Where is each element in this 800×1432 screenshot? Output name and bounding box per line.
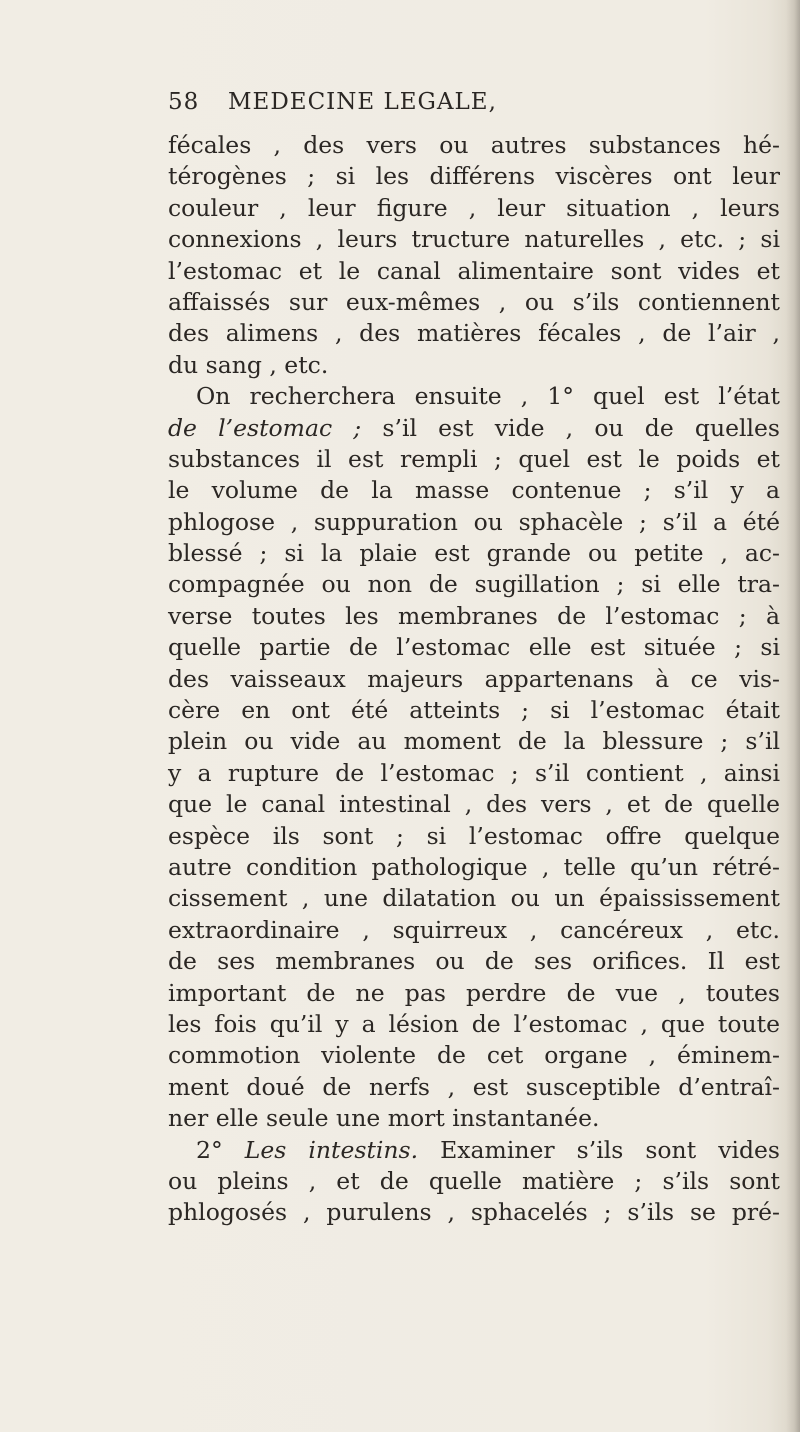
italic-text: de l’estomac ; [168,413,362,442]
text-line [168,130,780,161]
text-line [168,1135,780,1166]
page-number: 58 [168,89,200,115]
text-segment: du sang , etc. [168,350,329,379]
text-line [168,1040,780,1071]
text-line [168,946,780,977]
text-segment: extraordinaire , squirreux , cancéreux , etc. [168,915,780,944]
text-segment: ment doué de nerfs , est susceptible d’entraî- [168,1072,780,1101]
text-segment: commotion violente de cet organe , éminem- [168,1041,780,1070]
text-segment: fécales , des vers ou autres substances hé- [168,131,780,159]
text-line [168,224,780,255]
text-segment: de ses membranes ou de ses orifices. Il est [168,947,780,976]
text-line [168,413,780,444]
text-line [168,1072,780,1103]
page-edge-shadow [786,0,800,1432]
text-segment: plein ou vide au moment de la blessure ; s’il [168,727,780,756]
text-line [168,318,780,349]
text-segment: les fois qu’il y a lésion de l’estomac , que toute [168,1009,780,1038]
text-line [168,538,780,569]
text-line [168,444,780,475]
text-segment: ou pleins , et de quelle matière ; s’ils sont [168,1166,780,1195]
text-line [168,381,780,412]
text-segment: 2° [196,1135,245,1164]
text-segment: phlogose , suppuration ou sphacèle ; s’il a été [168,507,780,536]
text-segment: cère en ont été atteints ; si l’estomac était [168,696,780,725]
text-segment: connexions , leurs tructure naturelles , etc. ; si [168,225,780,254]
text-segment: important de ne pas perdre de vue , toutes [168,978,780,1007]
text-line [168,287,780,318]
text-line [168,695,780,726]
text-segment: couleur , leur figure , leur situation , leurs [168,193,780,222]
text-line [168,978,780,1009]
page-header [168,89,638,125]
text-segment: espèce ils sont ; si l’estomac offre quelque [168,821,780,850]
body-text [168,130,780,1229]
text-line [168,475,780,506]
text-line [168,726,780,757]
text-line [168,758,780,789]
text-segment: le volume de la masse contenue ; s’il y a [168,476,780,505]
text-segment: des alimens , des matières fécales , de l’air , [168,319,780,348]
text-segment: ner elle seule une mort instantanée. [168,1104,600,1133]
text-line [168,193,780,224]
text-line [168,161,780,192]
text-segment: quelle partie de l’estomac elle est située ; si [168,633,780,662]
text-line [168,789,780,820]
text-line [168,915,780,946]
text-line [168,1009,780,1040]
text-segment: y a rupture de l’estomac ; s’il contient , ainsi [168,758,780,787]
text-line [168,507,780,538]
text-segment: térogènes ; si les différens viscères ont leur [168,162,780,191]
text-line [168,569,780,600]
text-line [168,1166,780,1197]
text-line [168,852,780,883]
text-line [168,632,780,663]
text-line [168,1103,780,1134]
text-segment: substances il est rempli ; quel est le poids et [168,444,780,473]
text-line [168,256,780,287]
text-segment: Examiner s’ils sont vides [418,1135,780,1164]
text-line [168,883,780,914]
text-line [168,664,780,695]
text-line [168,601,780,632]
text-segment: des vaisseaux majeurs appartenans à ce vis- [168,664,780,693]
text-line [168,821,780,852]
text-segment: autre condition pathologique , telle qu’un rétré- [168,852,780,881]
text-line [168,1197,780,1228]
text-segment: On rechercherа ensuite , 1° quel est l’état [196,382,780,411]
text-segment: l’estomac et le canal alimentaire sont vides et [168,256,780,285]
text-segment: compagnée ou non de sugillation ; si elle tra- [168,570,780,599]
text-segment: s’il est vide , ou de quelles [361,413,780,442]
text-segment: phlogosés , purulens , sphacelés ; s’ils se pré- [168,1198,780,1227]
text-segment: verse toutes les membranes de l’estomac ; à [168,601,780,630]
text-segment: cissement , une dilatation ou un épaississement [168,884,780,913]
text-segment: affaissés sur eux-mêmes , ou s’ils contiennent [168,287,780,316]
italic-text: Les intestins. [244,1135,419,1164]
text-segment: que le canal intestinal , des vers , et de quelle [168,790,780,819]
running-title: MEDECINE LEGALE, [228,89,497,115]
text-line [168,350,780,381]
text-segment: blessé ; si la plaie est grande ou petite , ac- [168,539,780,568]
